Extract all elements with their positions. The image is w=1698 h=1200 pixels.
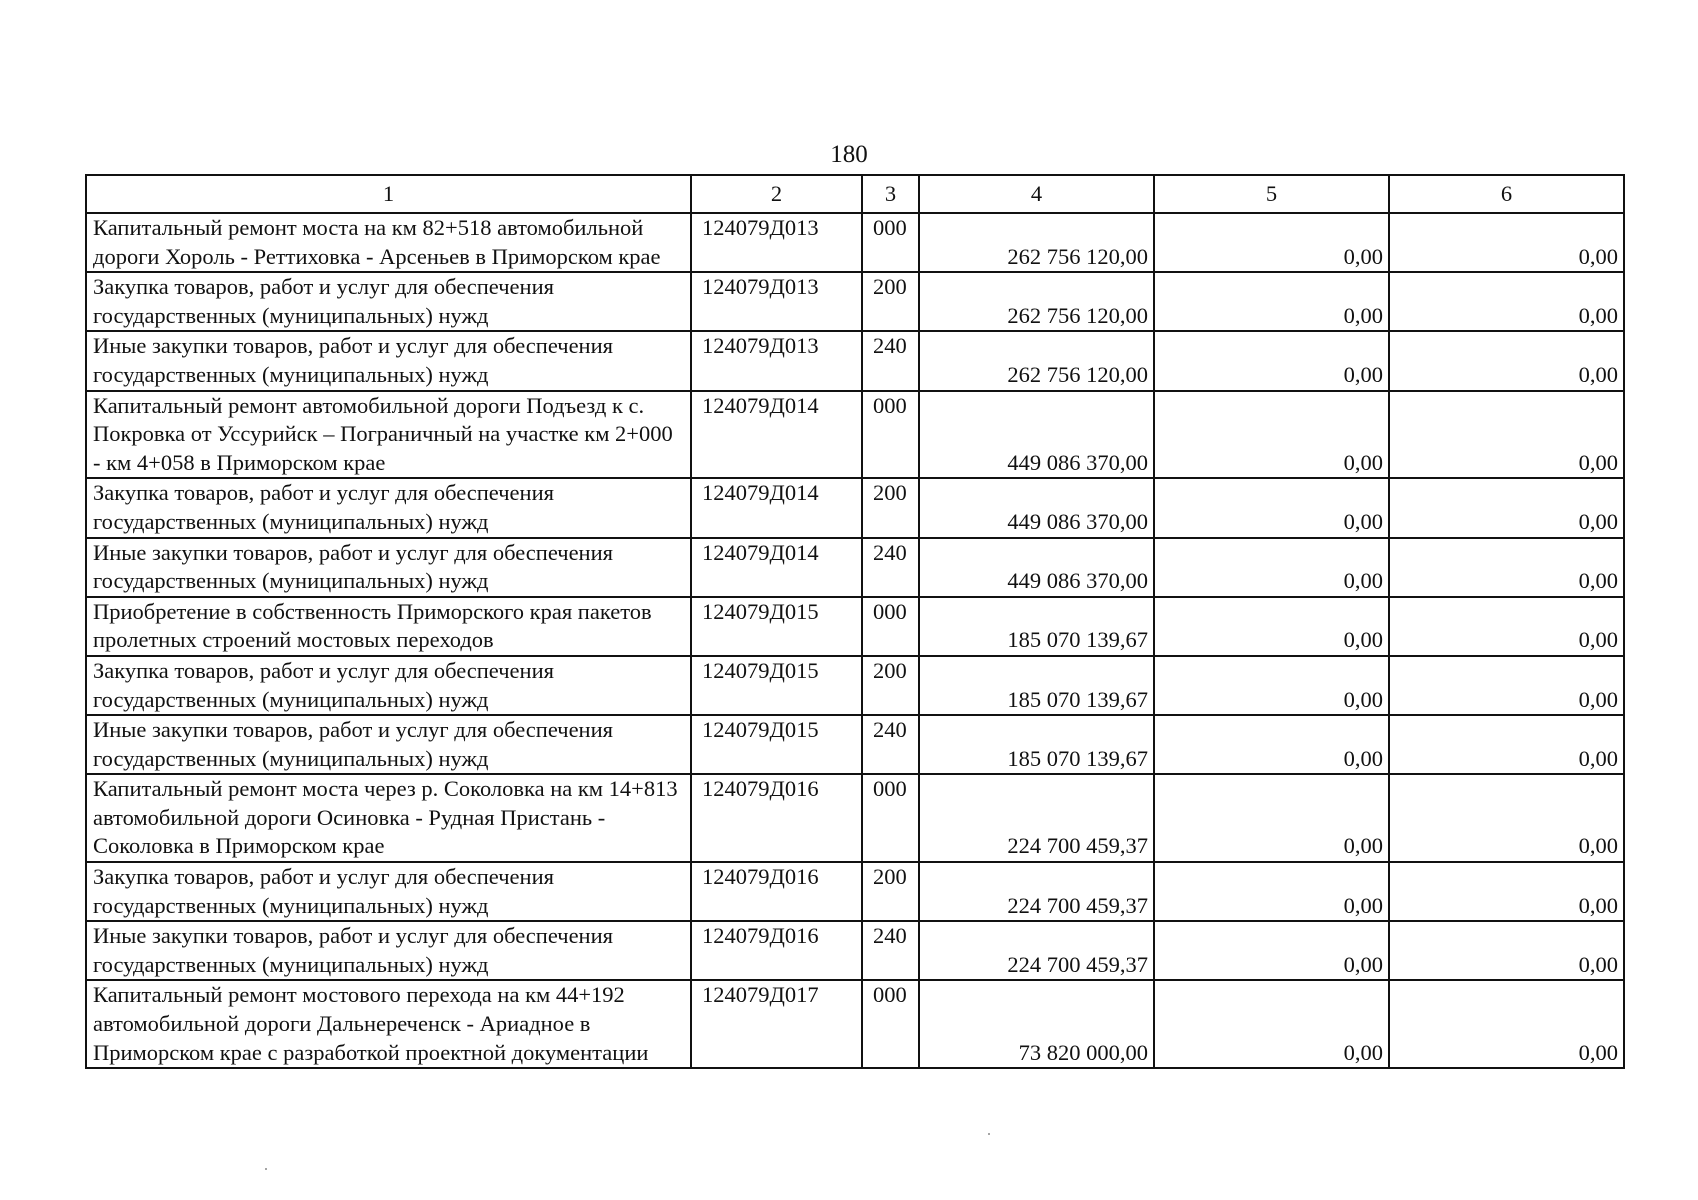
- row-amount-col6: 0,00: [1389, 597, 1624, 656]
- row-expense-type: 240: [862, 538, 919, 597]
- row-amount-col4: 224 700 459,37: [919, 862, 1154, 921]
- row-amount-col6: 0,00: [1389, 921, 1624, 980]
- row-name: Иные закупки товаров, работ и услуг для обеспечения государственных (муниципальных) нужд: [86, 921, 691, 980]
- table-row: [86, 391, 1624, 479]
- row-amount-col5: 0,00: [1154, 272, 1389, 331]
- column-header-5: 5: [1154, 175, 1389, 213]
- row-target-code: 124079Д016: [691, 774, 862, 862]
- row-target-code: 124079Д016: [691, 921, 862, 980]
- table-row: [86, 331, 1624, 390]
- row-expense-type: 200: [862, 656, 919, 715]
- row-amount-col5: 0,00: [1154, 980, 1389, 1068]
- row-amount-col4: 449 086 370,00: [919, 391, 1154, 479]
- row-target-code: 124079Д013: [691, 331, 862, 390]
- row-expense-type: 240: [862, 715, 919, 774]
- row-target-code: 124079Д017: [691, 980, 862, 1068]
- column-header-4: 4: [919, 175, 1154, 213]
- row-target-code: 124079Д014: [691, 538, 862, 597]
- row-amount-col6: 0,00: [1389, 862, 1624, 921]
- row-amount-col4: 262 756 120,00: [919, 331, 1154, 390]
- row-amount-col6: 0,00: [1389, 272, 1624, 331]
- row-amount-col4: 449 086 370,00: [919, 478, 1154, 537]
- column-header-6: 6: [1389, 175, 1624, 213]
- row-name: Закупка товаров, работ и услуг для обеспечения государственных (муниципальных) нужд: [86, 862, 691, 921]
- row-expense-type: 200: [862, 862, 919, 921]
- row-target-code: 124079Д013: [691, 272, 862, 331]
- row-expense-type: 000: [862, 980, 919, 1068]
- row-expense-type: 000: [862, 774, 919, 862]
- row-expense-type: 240: [862, 921, 919, 980]
- table-row: [86, 213, 1624, 272]
- row-name: Иные закупки товаров, работ и услуг для обеспечения государственных (муниципальных) нужд: [86, 331, 691, 390]
- row-name: Капитальный ремонт автомобильной дороги Подъезд к с. Покровка от Уссурийск – Пограничный на участке км 2+000 - км 4+058 в Приморском крае: [86, 391, 691, 479]
- row-amount-col4: 224 700 459,37: [919, 774, 1154, 862]
- row-amount-col4: 262 756 120,00: [919, 272, 1154, 331]
- table-row: [86, 478, 1624, 537]
- table-row: [86, 715, 1624, 774]
- row-target-code: 124079Д015: [691, 715, 862, 774]
- row-amount-col5: 0,00: [1154, 391, 1389, 479]
- row-amount-col5: 0,00: [1154, 774, 1389, 862]
- row-name: Капитальный ремонт моста на км 82+518 автомобильной дороги Хороль - Реттиховка - Арсеньев в Приморском крае: [86, 213, 691, 272]
- page-number: 180: [830, 141, 868, 168]
- row-amount-col6: 0,00: [1389, 478, 1624, 537]
- row-expense-type: 240: [862, 331, 919, 390]
- row-amount-col5: 0,00: [1154, 213, 1389, 272]
- row-expense-type: 000: [862, 213, 919, 272]
- row-amount-col4: 185 070 139,67: [919, 656, 1154, 715]
- row-amount-col5: 0,00: [1154, 921, 1389, 980]
- row-amount-col6: 0,00: [1389, 391, 1624, 479]
- table-row: [86, 538, 1624, 597]
- column-header-1: 1: [86, 175, 691, 213]
- table-row: [86, 921, 1624, 980]
- row-amount-col6: 0,00: [1389, 331, 1624, 390]
- row-amount-col5: 0,00: [1154, 478, 1389, 537]
- row-name: Закупка товаров, работ и услуг для обеспечения государственных (муниципальных) нужд: [86, 478, 691, 537]
- row-name: Капитальный ремонт мостового перехода на км 44+192 автомобильной дороги Дальнереченск - Ариадное в Приморском крае с разработкой проектной документации: [86, 980, 691, 1068]
- row-amount-col5: 0,00: [1154, 538, 1389, 597]
- row-amount-col6: 0,00: [1389, 774, 1624, 862]
- row-amount-col6: 0,00: [1389, 656, 1624, 715]
- row-amount-col5: 0,00: [1154, 331, 1389, 390]
- row-amount-col6: 0,00: [1389, 213, 1624, 272]
- row-target-code: 124079Д014: [691, 391, 862, 479]
- row-name: Закупка товаров, работ и услуг для обеспечения государственных (муниципальных) нужд: [86, 272, 691, 331]
- row-target-code: 124079Д014: [691, 478, 862, 537]
- row-amount-col5: 0,00: [1154, 656, 1389, 715]
- row-name: Капитальный ремонт моста через р. Соколовка на км 14+813 автомобильной дороги Осиновка - Рудная Пристань - Соколовка в Приморском крае: [86, 774, 691, 862]
- row-amount-col5: 0,00: [1154, 715, 1389, 774]
- row-target-code: 124079Д015: [691, 597, 862, 656]
- row-expense-type: 200: [862, 478, 919, 537]
- row-name: Закупка товаров, работ и услуг для обеспечения государственных (муниципальных) нужд: [86, 656, 691, 715]
- row-expense-type: 200: [862, 272, 919, 331]
- table-row: [86, 862, 1624, 921]
- table-row: [86, 774, 1624, 862]
- table-row: [86, 597, 1624, 656]
- row-amount-col6: 0,00: [1389, 538, 1624, 597]
- column-header-2: 2: [691, 175, 862, 213]
- row-target-code: 124079Д016: [691, 862, 862, 921]
- scan-speck: [265, 1168, 267, 1170]
- row-expense-type: 000: [862, 597, 919, 656]
- row-amount-col5: 0,00: [1154, 597, 1389, 656]
- row-amount-col4: 262 756 120,00: [919, 213, 1154, 272]
- row-amount-col4: 185 070 139,67: [919, 715, 1154, 774]
- row-amount-col6: 0,00: [1389, 980, 1624, 1068]
- row-expense-type: 000: [862, 391, 919, 479]
- row-target-code: 124079Д013: [691, 213, 862, 272]
- column-header-3: 3: [862, 175, 919, 213]
- row-amount-col4: 449 086 370,00: [919, 538, 1154, 597]
- row-name: Приобретение в собственность Приморского края пакетов пролетных строений мостовых переходов: [86, 597, 691, 656]
- row-amount-col4: 224 700 459,37: [919, 921, 1154, 980]
- table-row: [86, 980, 1624, 1068]
- table-row: [86, 656, 1624, 715]
- header-row: [86, 175, 1624, 213]
- row-name: Иные закупки товаров, работ и услуг для обеспечения государственных (муниципальных) нужд: [86, 538, 691, 597]
- row-amount-col4: 73 820 000,00: [919, 980, 1154, 1068]
- row-amount-col5: 0,00: [1154, 862, 1389, 921]
- row-amount-col6: 0,00: [1389, 715, 1624, 774]
- scan-speck: [988, 1133, 990, 1135]
- row-amount-col4: 185 070 139,67: [919, 597, 1154, 656]
- row-name: Иные закупки товаров, работ и услуг для обеспечения государственных (муниципальных) нужд: [86, 715, 691, 774]
- table-row: [86, 272, 1624, 331]
- budget-table: [85, 174, 1625, 1069]
- row-target-code: 124079Д015: [691, 656, 862, 715]
